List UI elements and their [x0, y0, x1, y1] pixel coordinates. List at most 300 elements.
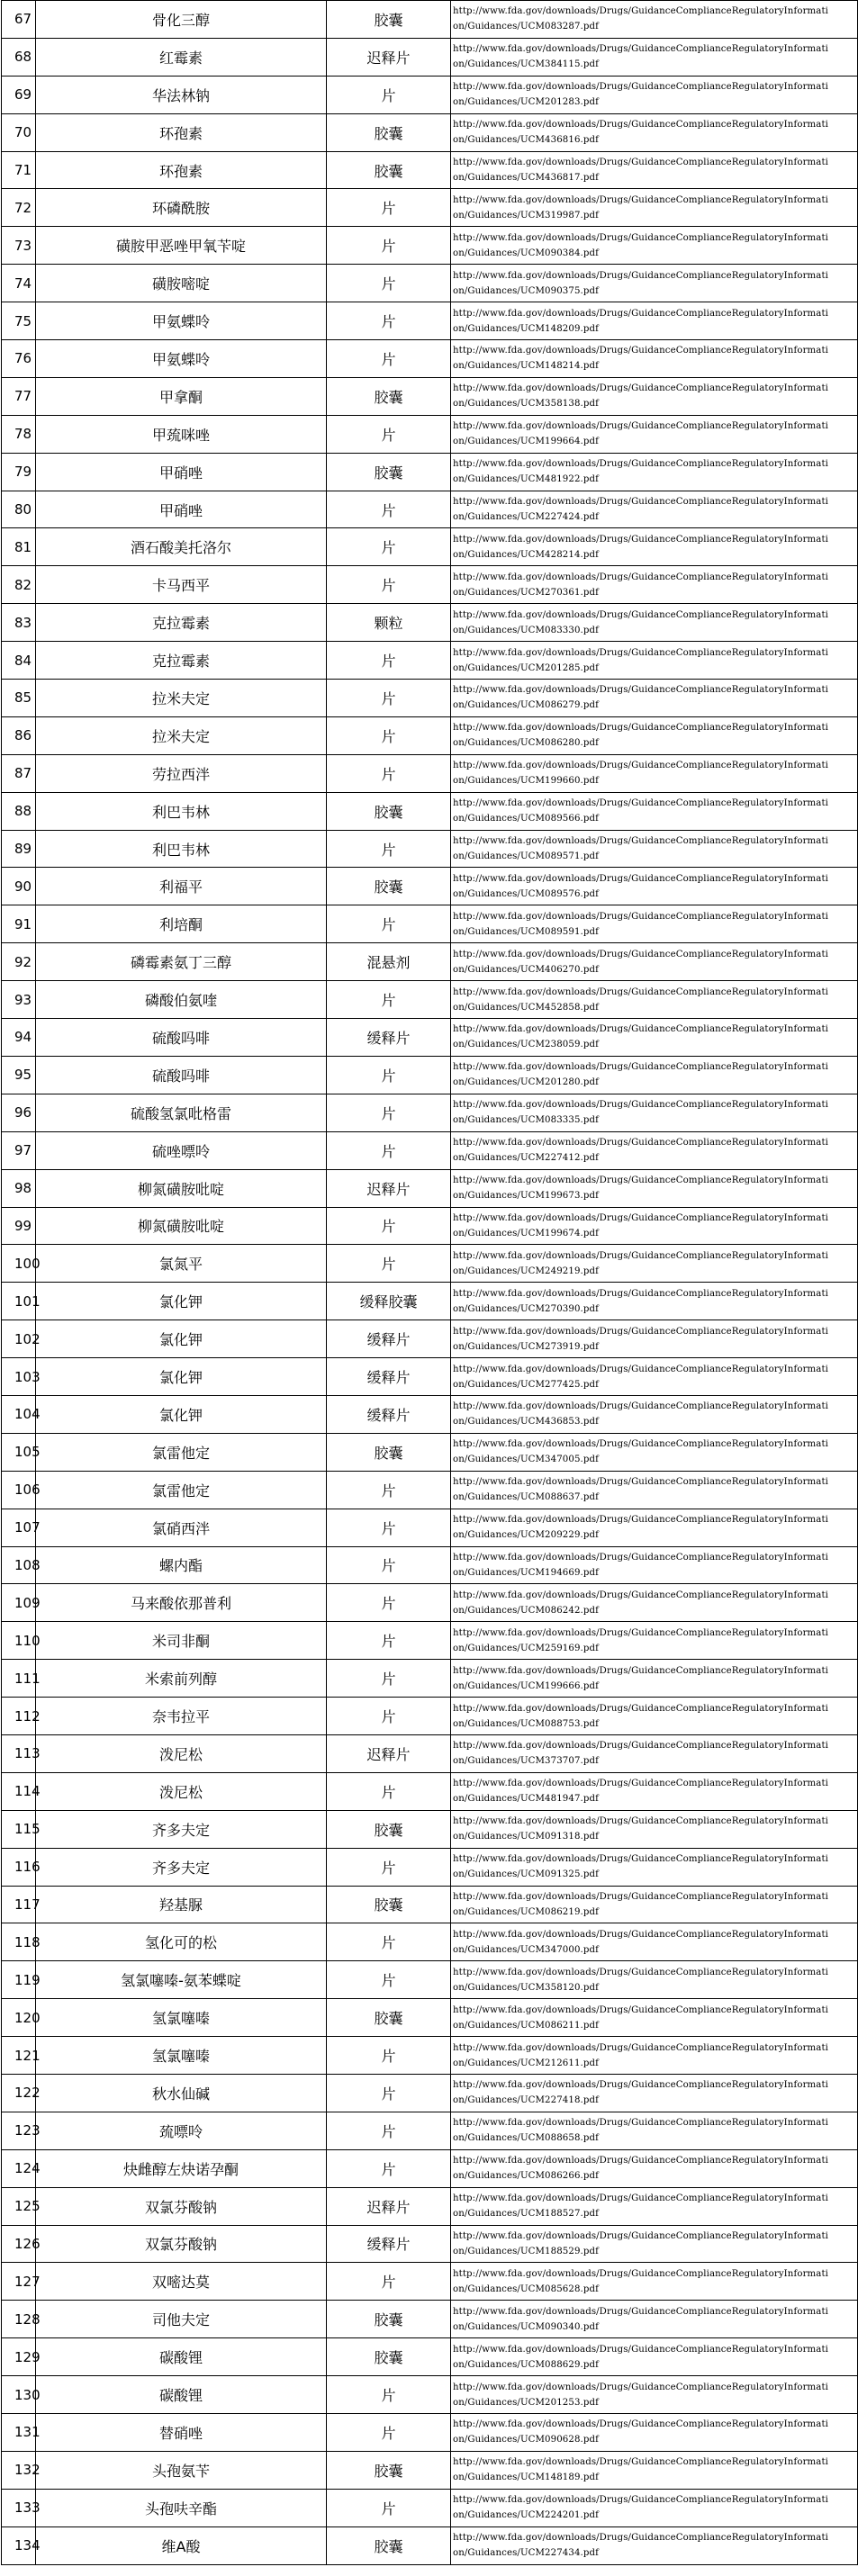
url-line-2-prefix[interactable]: on/Guidances/ — [453, 2171, 520, 2182]
guidance-link[interactable] — [451, 1961, 858, 1999]
url-file[interactable]: UCM384115.pdf — [519, 59, 599, 70]
url-file[interactable]: UCM199660.pdf — [519, 776, 599, 787]
url-file[interactable]: UCM089576.pdf — [519, 888, 599, 899]
url-line-2-prefix[interactable]: on/Guidances/ — [453, 1379, 520, 1390]
url-line-1[interactable]: http://www.fda.gov/downloads/Drugs/GuidanceComplianceRegulatoryInformati — [453, 2118, 829, 2129]
url-line-1[interactable]: http://www.fda.gov/downloads/Drugs/GuidanceComplianceRegulatoryInformati — [453, 1477, 829, 1488]
url-line-1[interactable]: http://www.fda.gov/downloads/Drugs/GuidanceComplianceRegulatoryInformati — [453, 1212, 829, 1223]
url-file[interactable]: UCM148189.pdf — [519, 2472, 599, 2483]
url-line-1[interactable]: http://www.fda.gov/downloads/Drugs/GuidanceComplianceRegulatoryInformati — [453, 1439, 829, 1450]
guidance-link[interactable] — [451, 754, 858, 792]
guidance-link[interactable] — [451, 2187, 858, 2225]
url-file[interactable]: UCM090384.pdf — [519, 248, 599, 258]
url-line-2-prefix[interactable]: on/Guidances/ — [453, 1265, 520, 1276]
url-file[interactable]: UCM089571.pdf — [519, 851, 599, 862]
url-line-1[interactable]: http://www.fda.gov/downloads/Drugs/GuidanceComplianceRegulatoryInformati — [453, 1062, 829, 1073]
url-line-2-prefix[interactable]: on/Guidances/ — [453, 2397, 520, 2408]
url-line-1[interactable]: http://www.fda.gov/downloads/Drugs/GuidanceComplianceRegulatoryInformati — [453, 1929, 829, 1940]
url-line-1[interactable]: http://www.fda.gov/downloads/Drugs/GuidanceComplianceRegulatoryInformati — [453, 1854, 829, 1865]
url-line-2-prefix[interactable]: on/Guidances/ — [453, 1944, 520, 1955]
url-line-2-prefix[interactable]: on/Guidances/ — [453, 173, 520, 183]
table-row — [2, 1622, 858, 1660]
url-file[interactable]: UCM199664.pdf — [519, 437, 599, 447]
dosage-form: 片 — [327, 716, 451, 754]
guidance-link[interactable] — [451, 2376, 858, 2414]
url-file[interactable]: UCM091318.pdf — [519, 1832, 599, 1842]
guidance-link[interactable] — [451, 1584, 858, 1622]
guidance-link[interactable] — [451, 491, 858, 528]
guidance-link[interactable] — [451, 151, 858, 189]
guidance-link[interactable] — [451, 1433, 858, 1471]
url-line-2-prefix[interactable]: on/Guidances/ — [453, 135, 520, 146]
url-line-2-prefix[interactable]: on/Guidances/ — [453, 1906, 520, 1917]
url-file[interactable]: UCM481947.pdf — [519, 1794, 599, 1805]
table-row — [2, 1433, 858, 1471]
table-row — [2, 1019, 858, 1057]
url-line-1[interactable]: http://www.fda.gov/downloads/Drugs/GuidanceComplianceRegulatoryInformati — [453, 609, 829, 620]
url-line-1[interactable]: http://www.fda.gov/downloads/Drugs/GuidanceComplianceRegulatoryInformati — [453, 346, 829, 356]
url-line-2-prefix[interactable]: on/Guidances/ — [453, 888, 520, 899]
drug-name: 酒石酸美托洛尔 — [36, 528, 327, 566]
guidance-link[interactable] — [451, 680, 858, 717]
url-line-1[interactable]: http://www.fda.gov/downloads/Drugs/GuidanceComplianceRegulatoryInformati — [453, 836, 829, 847]
guidance-link[interactable] — [451, 453, 858, 491]
guidance-link[interactable] — [451, 1395, 858, 1433]
url-line-1[interactable]: http://www.fda.gov/downloads/Drugs/GuidanceComplianceRegulatoryInformati — [453, 2004, 829, 2015]
url-line-2-prefix[interactable]: on/Guidances/ — [453, 625, 520, 635]
url-file[interactable]: UCM091325.pdf — [519, 1869, 599, 1880]
url-line-1[interactable]: http://www.fda.gov/downloads/Drugs/GuidanceComplianceRegulatoryInformati — [453, 1288, 829, 1299]
url-file[interactable]: UCM249219.pdf — [519, 1265, 599, 1276]
url-line-2-prefix[interactable]: on/Guidances/ — [453, 285, 520, 296]
url-line-1[interactable]: http://www.fda.gov/downloads/Drugs/GuidanceComplianceRegulatoryInformati — [453, 1024, 829, 1035]
url-line-2-prefix[interactable]: on/Guidances/ — [453, 2510, 520, 2521]
row-number: 83 — [2, 604, 36, 642]
guidance-link[interactable] — [451, 113, 858, 151]
guidance-link[interactable] — [451, 1094, 858, 1131]
url-line-1[interactable]: http://www.fda.gov/downloads/Drugs/GuidanceComplianceRegulatoryInformati — [453, 1590, 829, 1600]
guidance-link[interactable] — [451, 1734, 858, 1772]
url-line-2-prefix[interactable]: on/Guidances/ — [453, 1794, 520, 1805]
guidance-link[interactable] — [451, 1772, 858, 1810]
url-line-1[interactable]: http://www.fda.gov/downloads/Drugs/GuidanceComplianceRegulatoryInformati — [453, 2457, 829, 2468]
url-line-1[interactable]: http://www.fda.gov/downloads/Drugs/GuidanceComplianceRegulatoryInformati — [453, 497, 829, 508]
dosage-form: 胶囊 — [327, 1999, 451, 2037]
url-line-1[interactable]: http://www.fda.gov/downloads/Drugs/GuidanceComplianceRegulatoryInformati — [453, 1891, 829, 1902]
guidance-link[interactable] — [451, 189, 858, 227]
guidance-link[interactable] — [451, 1, 858, 39]
url-line-2-prefix[interactable]: on/Guidances/ — [453, 1718, 520, 1729]
url-line-2-prefix[interactable]: on/Guidances/ — [453, 738, 520, 749]
url-file[interactable]: UCM088658.pdf — [519, 2133, 599, 2144]
url-file[interactable]: UCM188529.pdf — [519, 2246, 599, 2256]
table-row — [2, 680, 858, 717]
row-number: 90 — [2, 868, 36, 905]
url-line-1[interactable]: http://www.fda.gov/downloads/Drugs/GuidanceComplianceRegulatoryInformati — [453, 2306, 829, 2317]
row-number: 84 — [2, 642, 36, 680]
url-line-1[interactable]: http://www.fda.gov/downloads/Drugs/GuidanceComplianceRegulatoryInformati — [453, 1515, 829, 1526]
url-line-2-prefix[interactable]: on/Guidances/ — [453, 2321, 520, 2332]
url-file[interactable]: UCM201280.pdf — [519, 1077, 599, 1088]
url-line-2-prefix[interactable]: on/Guidances/ — [453, 851, 520, 862]
url-line-2-prefix[interactable]: on/Guidances/ — [453, 59, 520, 70]
guidance-link[interactable] — [451, 2489, 858, 2526]
guidance-link[interactable] — [451, 1810, 858, 1848]
url-file[interactable]: UCM436817.pdf — [519, 173, 599, 183]
url-file[interactable]: UCM319987.pdf — [519, 210, 599, 221]
guidance-link[interactable] — [451, 566, 858, 604]
url-line-1[interactable]: http://www.fda.gov/downloads/Drugs/GuidanceComplianceRegulatoryInformati — [453, 647, 829, 658]
url-line-2-prefix[interactable]: on/Guidances/ — [453, 437, 520, 447]
guidance-link[interactable] — [451, 2451, 858, 2489]
url-line-2-prefix[interactable]: on/Guidances/ — [453, 361, 520, 372]
url-line-2-prefix[interactable]: on/Guidances/ — [453, 2020, 520, 2031]
url-line-1[interactable]: http://www.fda.gov/downloads/Drugs/GuidanceComplianceRegulatoryInformati — [453, 6, 829, 17]
url-file[interactable]: UCM436853.pdf — [519, 1417, 599, 1428]
url-file[interactable]: UCM090375.pdf — [519, 285, 599, 296]
url-line-2-prefix[interactable]: on/Guidances/ — [453, 776, 520, 787]
url-file[interactable]: UCM238059.pdf — [519, 1040, 599, 1050]
url-line-2-prefix[interactable]: on/Guidances/ — [453, 1191, 520, 1202]
table-row — [2, 1886, 858, 1923]
url-line-1[interactable]: http://www.fda.gov/downloads/Drugs/GuidanceComplianceRegulatoryInformati — [453, 723, 829, 734]
guidance-link[interactable] — [451, 2338, 858, 2376]
dosage-form: 片 — [327, 2074, 451, 2112]
url-line-1[interactable]: http://www.fda.gov/downloads/Drugs/GuidanceComplianceRegulatoryInformati — [453, 194, 829, 205]
url-line-2-prefix[interactable]: on/Guidances/ — [453, 2283, 520, 2294]
url-file[interactable]: UCM373707.pdf — [519, 1756, 599, 1767]
url-line-2-prefix[interactable]: on/Guidances/ — [453, 1492, 520, 1503]
url-line-1[interactable]: http://www.fda.gov/downloads/Drugs/GuidanceComplianceRegulatoryInformati — [453, 2533, 829, 2544]
url-line-1[interactable]: http://www.fda.gov/downloads/Drugs/GuidanceComplianceRegulatoryInformati — [453, 1665, 829, 1676]
url-line-2-prefix[interactable]: on/Guidances/ — [453, 1002, 520, 1013]
url-line-2-prefix[interactable]: on/Guidances/ — [453, 814, 520, 824]
url-file[interactable]: UCM088629.pdf — [519, 2359, 599, 2370]
url-file[interactable]: UCM406270.pdf — [519, 964, 599, 975]
url-line-1[interactable]: http://www.fda.gov/downloads/Drugs/GuidanceComplianceRegulatoryInformati — [453, 2156, 829, 2166]
url-file[interactable]: UCM201285.pdf — [519, 662, 599, 673]
dosage-form: 片 — [327, 905, 451, 943]
guidance-link[interactable] — [451, 38, 858, 76]
url-line-2-prefix[interactable]: on/Guidances/ — [453, 549, 520, 560]
guidance-link[interactable] — [451, 1999, 858, 2037]
guidance-link[interactable] — [451, 1660, 858, 1698]
url-line-1[interactable]: http://www.fda.gov/downloads/Drugs/GuidanceComplianceRegulatoryInformati — [453, 1816, 829, 1827]
guidance-link[interactable] — [451, 377, 858, 415]
url-line-2-prefix[interactable]: on/Guidances/ — [453, 97, 520, 108]
url-file[interactable]: UCM194669.pdf — [519, 1567, 599, 1578]
dosage-form: 片 — [327, 491, 451, 528]
url-line-2-prefix[interactable]: on/Guidances/ — [453, 1567, 520, 1578]
url-file[interactable]: UCM452858.pdf — [519, 1002, 599, 1013]
url-line-1[interactable]: http://www.fda.gov/downloads/Drugs/GuidanceComplianceRegulatoryInformati — [453, 44, 829, 55]
guidance-link[interactable] — [451, 1546, 858, 1584]
url-file[interactable]: UCM209229.pdf — [519, 1530, 599, 1541]
url-file[interactable]: UCM270390.pdf — [519, 1303, 599, 1314]
url-file[interactable]: UCM227412.pdf — [519, 1153, 599, 1164]
url-line-1[interactable]: http://www.fda.gov/downloads/Drugs/GuidanceComplianceRegulatoryInformati — [453, 82, 829, 93]
guidance-link[interactable] — [451, 2414, 858, 2452]
row-number: 107 — [2, 1509, 36, 1546]
guidance-link[interactable] — [451, 2149, 858, 2187]
url-file[interactable]: UCM227434.pdf — [519, 2548, 599, 2559]
guidance-link[interactable] — [451, 1886, 858, 1923]
url-line-1[interactable]: http://www.fda.gov/downloads/Drugs/GuidanceComplianceRegulatoryInformati — [453, 1326, 829, 1337]
url-line-1[interactable]: http://www.fda.gov/downloads/Drugs/GuidanceComplianceRegulatoryInformati — [453, 534, 829, 545]
table-row — [2, 1245, 858, 1283]
guidance-link[interactable] — [451, 1923, 858, 1961]
url-line-2-prefix[interactable]: on/Guidances/ — [453, 587, 520, 598]
url-line-1[interactable]: http://www.fda.gov/downloads/Drugs/GuidanceComplianceRegulatoryInformati — [453, 421, 829, 432]
url-file[interactable]: UCM086242.pdf — [519, 1605, 599, 1616]
url-line-1[interactable]: http://www.fda.gov/downloads/Drugs/GuidanceComplianceRegulatoryInformati — [453, 1100, 829, 1111]
guidance-link[interactable] — [451, 716, 858, 754]
guidance-link[interactable] — [451, 830, 858, 868]
url-line-1[interactable]: http://www.fda.gov/downloads/Drugs/GuidanceComplianceRegulatoryInformati — [453, 158, 829, 167]
guidance-link[interactable] — [451, 1698, 858, 1735]
url-file[interactable]: UCM148214.pdf — [519, 361, 599, 372]
url-line-1[interactable]: http://www.fda.gov/downloads/Drugs/GuidanceComplianceRegulatoryInformati — [453, 1967, 829, 1977]
url-line-2-prefix[interactable]: on/Guidances/ — [453, 1832, 520, 1842]
url-file[interactable]: UCM358138.pdf — [519, 399, 599, 410]
url-line-1[interactable]: http://www.fda.gov/downloads/Drugs/GuidanceComplianceRegulatoryInformati — [453, 2042, 829, 2053]
url-line-2-prefix[interactable]: on/Guidances/ — [453, 662, 520, 673]
guidance-link[interactable] — [451, 1131, 858, 1169]
url-file[interactable]: UCM428214.pdf — [519, 549, 599, 560]
url-line-2-prefix[interactable]: on/Guidances/ — [453, 2133, 520, 2144]
url-line-1[interactable]: http://www.fda.gov/downloads/Drugs/GuidanceComplianceRegulatoryInformati — [453, 685, 829, 696]
url-line-2-prefix[interactable]: on/Guidances/ — [453, 2058, 520, 2068]
guidance-link[interactable] — [451, 265, 858, 302]
url-line-2-prefix[interactable]: on/Guidances/ — [453, 1115, 520, 1126]
url-file[interactable]: UCM199673.pdf — [519, 1191, 599, 1202]
url-file[interactable]: UCM090340.pdf — [519, 2321, 599, 2332]
url-line-1[interactable]: http://www.fda.gov/downloads/Drugs/GuidanceComplianceRegulatoryInformati — [453, 1703, 829, 1714]
guidance-link[interactable] — [451, 76, 858, 113]
url-file[interactable]: UCM273919.pdf — [519, 1341, 599, 1352]
url-line-2-prefix[interactable]: on/Guidances/ — [453, 1341, 520, 1352]
dosage-form: 片 — [327, 1056, 451, 1094]
url-file[interactable]: UCM090628.pdf — [519, 2435, 599, 2445]
url-file[interactable]: UCM086266.pdf — [519, 2171, 599, 2182]
url-line-1[interactable]: http://www.fda.gov/downloads/Drugs/GuidanceComplianceRegulatoryInformati — [453, 1552, 829, 1563]
url-file[interactable]: UCM188527.pdf — [519, 2209, 599, 2220]
url-line-1[interactable]: http://www.fda.gov/downloads/Drugs/GuidanceComplianceRegulatoryInformati — [453, 308, 829, 319]
url-file[interactable]: UCM212611.pdf — [519, 2058, 599, 2068]
url-line-1[interactable]: http://www.fda.gov/downloads/Drugs/GuidanceComplianceRegulatoryInformati — [453, 761, 829, 771]
url-line-1[interactable]: http://www.fda.gov/downloads/Drugs/GuidanceComplianceRegulatoryInformati — [453, 986, 829, 997]
guidance-link[interactable] — [451, 1283, 858, 1320]
url-file[interactable]: UCM088637.pdf — [519, 1492, 599, 1503]
url-line-1[interactable]: http://www.fda.gov/downloads/Drugs/GuidanceComplianceRegulatoryInformati — [453, 120, 829, 131]
guidance-link[interactable] — [451, 868, 858, 905]
guidance-link[interactable] — [451, 2225, 858, 2263]
guidance-link[interactable] — [451, 792, 858, 830]
guidance-link[interactable] — [451, 1471, 858, 1509]
url-line-1[interactable]: http://www.fda.gov/downloads/Drugs/GuidanceComplianceRegulatoryInformati — [453, 873, 829, 884]
url-line-1[interactable]: http://www.fda.gov/downloads/Drugs/GuidanceComplianceRegulatoryInformati — [453, 459, 829, 470]
url-line-2-prefix[interactable]: on/Guidances/ — [453, 2246, 520, 2256]
url-line-2-prefix[interactable]: on/Guidances/ — [453, 1982, 520, 1993]
guidance-link[interactable] — [451, 1056, 858, 1094]
dosage-form: 胶囊 — [327, 2451, 451, 2489]
url-line-2-prefix[interactable]: on/Guidances/ — [453, 1417, 520, 1428]
url-line-2-prefix[interactable]: on/Guidances/ — [453, 1228, 520, 1238]
url-file[interactable]: UCM347005.pdf — [519, 1455, 599, 1465]
url-file[interactable]: UCM083330.pdf — [519, 625, 599, 635]
url-line-1[interactable]: http://www.fda.gov/downloads/Drugs/GuidanceComplianceRegulatoryInformati — [453, 798, 829, 809]
url-line-2-prefix[interactable]: on/Guidances/ — [453, 700, 520, 711]
url-file[interactable]: UCM436816.pdf — [519, 135, 599, 146]
guidance-link[interactable] — [451, 642, 858, 680]
url-file[interactable]: UCM083335.pdf — [519, 1115, 599, 1126]
guidance-link[interactable] — [451, 905, 858, 943]
url-file[interactable]: UCM199674.pdf — [519, 1228, 599, 1238]
guidance-link[interactable] — [451, 1358, 858, 1396]
url-file[interactable]: UCM086219.pdf — [519, 1906, 599, 1917]
guidance-link[interactable] — [451, 2037, 858, 2075]
url-line-1[interactable]: http://www.fda.gov/downloads/Drugs/GuidanceComplianceRegulatoryInformati — [453, 911, 829, 922]
url-line-2-prefix[interactable]: on/Guidances/ — [453, 926, 520, 937]
url-line-2-prefix[interactable]: on/Guidances/ — [453, 2472, 520, 2483]
guidance-link[interactable] — [451, 302, 858, 340]
url-file[interactable]: UCM224201.pdf — [519, 2510, 599, 2521]
url-file[interactable]: UCM227424.pdf — [519, 512, 599, 523]
url-line-2-prefix[interactable]: on/Guidances/ — [453, 2435, 520, 2445]
url-line-2-prefix[interactable]: on/Guidances/ — [453, 22, 520, 32]
url-line-1[interactable]: http://www.fda.gov/downloads/Drugs/GuidanceComplianceRegulatoryInformati — [453, 1741, 829, 1752]
url-line-2-prefix[interactable]: on/Guidances/ — [453, 248, 520, 258]
url-line-2-prefix[interactable]: on/Guidances/ — [453, 1869, 520, 1880]
url-line-1[interactable]: http://www.fda.gov/downloads/Drugs/GuidanceComplianceRegulatoryInformati — [453, 1175, 829, 1186]
row-number: 100 — [2, 1245, 36, 1283]
guidance-link[interactable] — [451, 604, 858, 642]
guidance-link[interactable] — [451, 2074, 858, 2112]
url-line-2-prefix[interactable]: on/Guidances/ — [453, 1643, 520, 1653]
url-line-1[interactable]: http://www.fda.gov/downloads/Drugs/GuidanceComplianceRegulatoryInformati — [453, 1250, 829, 1261]
url-line-1[interactable]: http://www.fda.gov/downloads/Drugs/GuidanceComplianceRegulatoryInformati — [453, 2193, 829, 2204]
url-line-2-prefix[interactable]: on/Guidances/ — [453, 1153, 520, 1164]
table-row — [2, 302, 858, 340]
url-file[interactable]: UCM085628.pdf — [519, 2283, 599, 2294]
guidance-link[interactable] — [451, 943, 858, 981]
url-line-2-prefix[interactable]: on/Guidances/ — [453, 399, 520, 410]
guidance-link[interactable] — [451, 1169, 858, 1207]
url-file[interactable]: UCM086279.pdf — [519, 700, 599, 711]
dosage-form: 片 — [327, 76, 451, 113]
url-line-1[interactable]: http://www.fda.gov/downloads/Drugs/GuidanceComplianceRegulatoryInformati — [453, 2080, 829, 2091]
guidance-link[interactable] — [451, 2301, 858, 2338]
url-line-2-prefix[interactable]: on/Guidances/ — [453, 2548, 520, 2559]
url-line-2-prefix[interactable]: on/Guidances/ — [453, 2095, 520, 2106]
url-line-1[interactable]: http://www.fda.gov/downloads/Drugs/GuidanceComplianceRegulatoryInformati — [453, 2230, 829, 2241]
url-line-2-prefix[interactable]: on/Guidances/ — [453, 323, 520, 334]
guidance-link[interactable] — [451, 2112, 858, 2149]
guidance-link[interactable] — [451, 1848, 858, 1886]
url-file[interactable]: UCM270361.pdf — [519, 587, 599, 598]
guidance-link[interactable] — [451, 1622, 858, 1660]
url-line-1[interactable]: http://www.fda.gov/downloads/Drugs/GuidanceComplianceRegulatoryInformati — [453, 232, 829, 243]
url-line-2-prefix[interactable]: on/Guidances/ — [453, 1077, 520, 1088]
url-line-2-prefix[interactable]: on/Guidances/ — [453, 1756, 520, 1767]
guidance-link[interactable] — [451, 1207, 858, 1245]
url-line-1[interactable]: http://www.fda.gov/downloads/Drugs/GuidanceComplianceRegulatoryInformati — [453, 572, 829, 582]
url-file[interactable]: UCM277425.pdf — [519, 1379, 599, 1390]
url-line-2-prefix[interactable]: on/Guidances/ — [453, 1605, 520, 1616]
guidance-link[interactable] — [451, 227, 858, 265]
url-line-2-prefix[interactable]: on/Guidances/ — [453, 474, 520, 485]
guidance-link[interactable] — [451, 1509, 858, 1546]
url-line-1[interactable]: http://www.fda.gov/downloads/Drugs/GuidanceComplianceRegulatoryInformati — [453, 2344, 829, 2355]
url-line-1[interactable]: http://www.fda.gov/downloads/Drugs/GuidanceComplianceRegulatoryInformati — [453, 2495, 829, 2506]
table-row — [2, 1207, 858, 1245]
url-file[interactable]: UCM083287.pdf — [519, 22, 599, 32]
url-file[interactable]: UCM086280.pdf — [519, 738, 599, 749]
url-line-2-prefix[interactable]: on/Guidances/ — [453, 512, 520, 523]
url-file[interactable]: UCM088753.pdf — [519, 1718, 599, 1729]
url-line-2-prefix[interactable]: on/Guidances/ — [453, 1455, 520, 1465]
guidance-link[interactable] — [451, 1320, 858, 1358]
url-file[interactable]: UCM089566.pdf — [519, 814, 599, 824]
guidance-link[interactable] — [451, 981, 858, 1019]
url-line-2-prefix[interactable]: on/Guidances/ — [453, 1303, 520, 1314]
url-line-1[interactable]: http://www.fda.gov/downloads/Drugs/GuidanceComplianceRegulatoryInformati — [453, 383, 829, 394]
url-line-2-prefix[interactable]: on/Guidances/ — [453, 2359, 520, 2370]
url-file[interactable]: UCM358120.pdf — [519, 1982, 599, 1993]
url-file[interactable]: UCM199666.pdf — [519, 1680, 599, 1691]
url-line-2-prefix[interactable]: on/Guidances/ — [453, 210, 520, 221]
guidance-link[interactable] — [451, 1019, 858, 1057]
url-line-2-prefix[interactable]: on/Guidances/ — [453, 964, 520, 975]
dosage-form: 片 — [327, 1509, 451, 1546]
table-row — [2, 1546, 858, 1584]
url-file[interactable]: UCM259169.pdf — [519, 1643, 599, 1653]
url-line-1[interactable]: http://www.fda.gov/downloads/Drugs/GuidanceComplianceRegulatoryInformati — [453, 1364, 829, 1374]
url-line-2-prefix[interactable]: on/Guidances/ — [453, 1040, 520, 1050]
url-file[interactable]: UCM227418.pdf — [519, 2095, 599, 2106]
url-file[interactable]: UCM481922.pdf — [519, 474, 599, 485]
row-number: 76 — [2, 340, 36, 378]
url-line-1[interactable]: http://www.fda.gov/downloads/Drugs/GuidanceComplianceRegulatoryInformati — [453, 270, 829, 281]
url-line-2-prefix[interactable]: on/Guidances/ — [453, 1680, 520, 1691]
url-file[interactable]: UCM201253.pdf — [519, 2397, 599, 2408]
guidance-link[interactable] — [451, 1245, 858, 1283]
url-line-1[interactable]: http://www.fda.gov/downloads/Drugs/GuidanceComplianceRegulatoryInformati — [453, 2419, 829, 2430]
url-line-2-prefix[interactable]: on/Guidances/ — [453, 2209, 520, 2220]
url-line-1[interactable]: http://www.fda.gov/downloads/Drugs/GuidanceComplianceRegulatoryInformati — [453, 1138, 829, 1148]
url-file[interactable]: UCM148209.pdf — [519, 323, 599, 334]
url-file[interactable]: UCM201283.pdf — [519, 97, 599, 108]
row-number: 80 — [2, 491, 36, 528]
url-file[interactable]: UCM347000.pdf — [519, 1944, 599, 1955]
url-line-1[interactable]: http://www.fda.gov/downloads/Drugs/GuidanceComplianceRegulatoryInformati — [453, 949, 829, 959]
guidance-link[interactable] — [451, 340, 858, 378]
url-file[interactable]: UCM086211.pdf — [519, 2020, 599, 2031]
table-row — [2, 566, 858, 604]
guidance-link[interactable] — [451, 528, 858, 566]
guidance-link[interactable] — [451, 2526, 858, 2564]
url-line-1[interactable]: http://www.fda.gov/downloads/Drugs/GuidanceComplianceRegulatoryInformati — [453, 1401, 829, 1412]
guidance-link[interactable] — [451, 2263, 858, 2301]
guidance-link[interactable] — [451, 415, 858, 453]
drug-name: 硫酸吗啡 — [36, 1056, 327, 1094]
url-line-1[interactable]: http://www.fda.gov/downloads/Drugs/GuidanceComplianceRegulatoryInformati — [453, 1779, 829, 1789]
url-file[interactable]: UCM089591.pdf — [519, 926, 599, 937]
url-line-1[interactable]: http://www.fda.gov/downloads/Drugs/GuidanceComplianceRegulatoryInformati — [453, 2268, 829, 2279]
url-line-2-prefix[interactable]: on/Guidances/ — [453, 1530, 520, 1541]
url-line-1[interactable]: http://www.fda.gov/downloads/Drugs/GuidanceComplianceRegulatoryInformati — [453, 1627, 829, 1638]
url-line-1[interactable]: http://www.fda.gov/downloads/Drugs/GuidanceComplianceRegulatoryInformati — [453, 2382, 829, 2392]
